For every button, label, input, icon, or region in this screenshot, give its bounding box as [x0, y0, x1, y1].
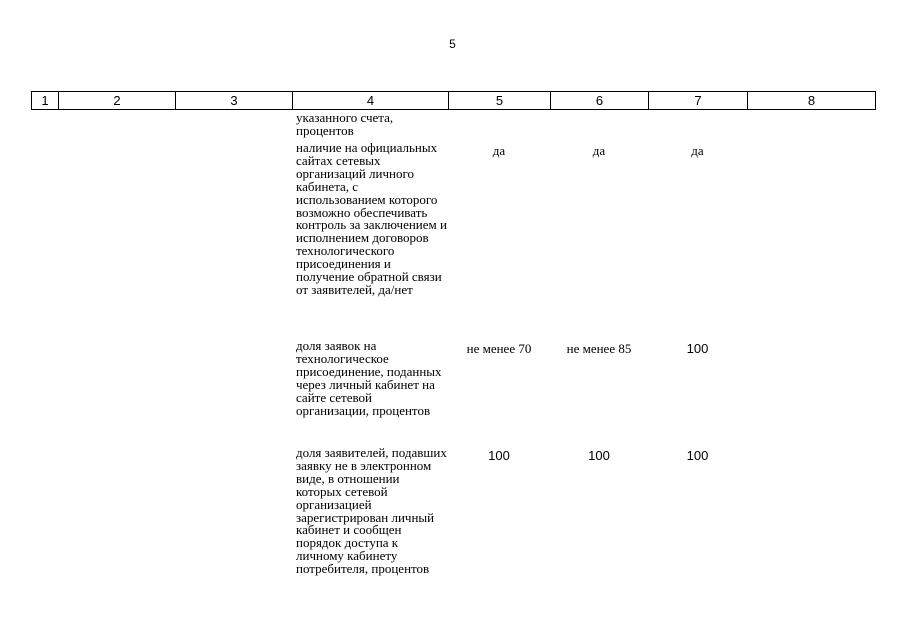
indicator-text: доля заявителей, подавших заявку не в электронном виде, в отношении которых сетевой организацией зарегистрирован личный кабинет и сообщен порядок доступа к личному кабинету потребителя, процентов [296, 445, 447, 577]
value-col-6: не менее 85 [566, 341, 632, 356]
column-header-1: 1 [32, 92, 59, 110]
value-col-5: 100 [488, 448, 510, 463]
column-header-6: 6 [551, 92, 649, 110]
page-number: 5 [449, 37, 456, 51]
column-header-3: 3 [176, 92, 293, 110]
value-col-6: да [592, 143, 606, 158]
indicator-text: доля заявок на технологическое присоединение, поданных через личный кабинет на сайте сетевой организации, процентов [296, 338, 442, 418]
value-col-6: 100 [588, 448, 610, 463]
column-header-8: 8 [748, 92, 876, 110]
column-header-table [31, 91, 876, 110]
column-header-4: 4 [293, 92, 449, 110]
value-col-5: не менее 70 [466, 341, 532, 356]
value-col-5: да [492, 143, 506, 158]
indicator-text: указанного счета, процентов [296, 110, 394, 138]
value-col-7: да [691, 143, 704, 158]
value-col-7: 100 [686, 448, 709, 463]
column-header-7: 7 [649, 92, 748, 110]
column-header-5: 5 [449, 92, 551, 110]
column-header-2: 2 [59, 92, 176, 110]
value-col-7: 100 [686, 341, 709, 356]
column-header-row [32, 92, 876, 110]
indicator-text: наличие на официальных сайтах сетевых организаций личного кабинета, с использованием которого возможно обеспечивать контроль за заключением и исполнением договоров технологического присоединения и получение обратной связи от заявителей, да/нет [296, 140, 447, 297]
